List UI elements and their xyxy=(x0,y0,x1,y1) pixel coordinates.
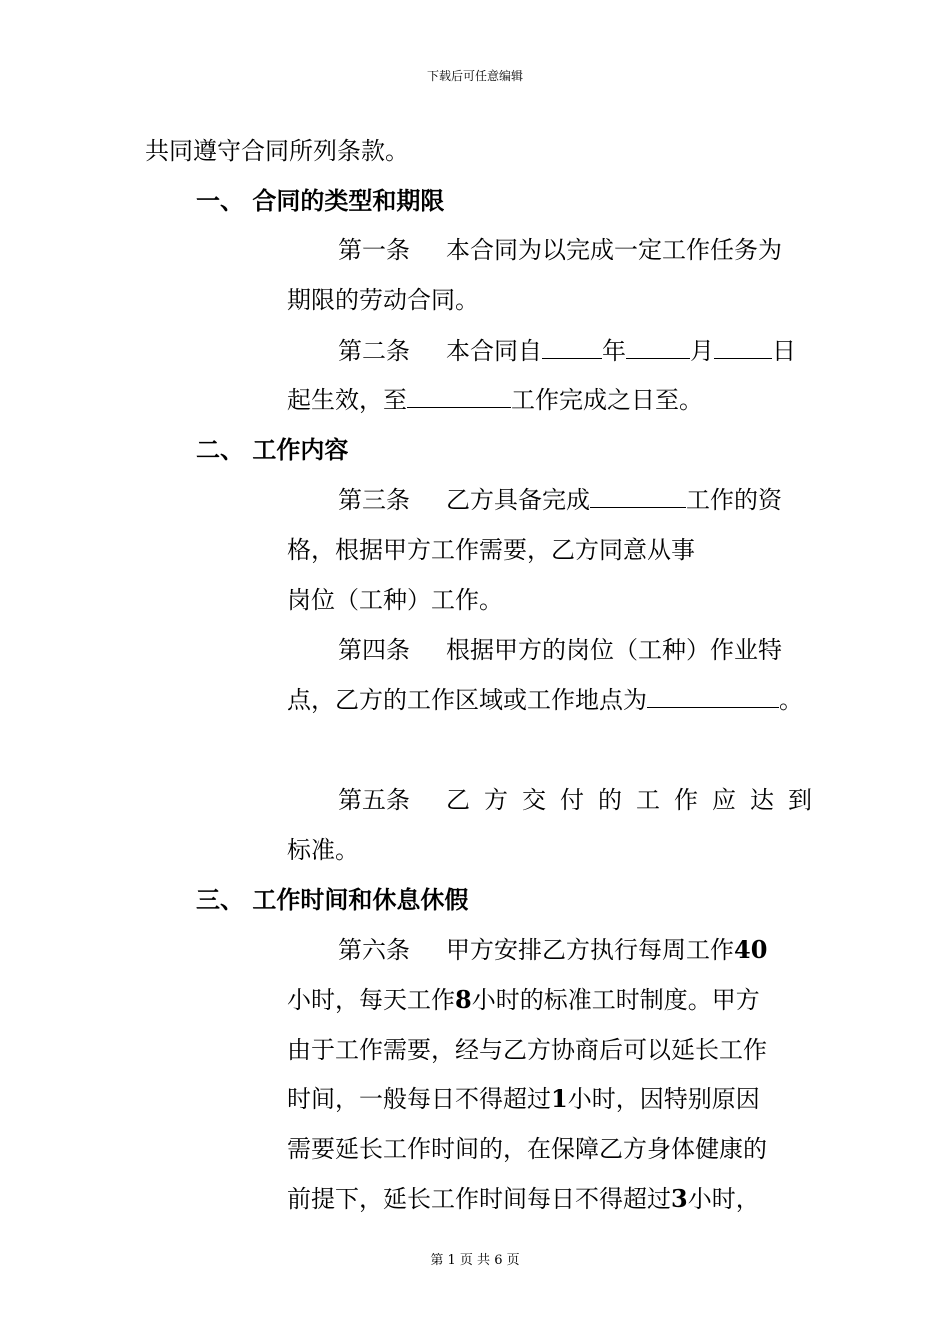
article-6-line-5: 需要延长工作时间的，在保障乙方身体健康的 xyxy=(287,1135,767,1163)
article-label: 第三条 xyxy=(338,486,410,514)
article-2-line-1: 第二条 本合同自 年 月 日 xyxy=(338,337,796,365)
article-6-line-6: 前提下，延长工作时间每日不得超过3小时， xyxy=(287,1184,760,1213)
article-1-line-2: 期限的劳动合同。 xyxy=(287,286,479,314)
article-6-line-3: 由于工作需要，经与乙方协商后可以延长工作 xyxy=(287,1036,767,1064)
article-6-line-2: 小时，每天工作8小时的标准工时制度。甲方 xyxy=(287,985,760,1014)
section-heading-3: 三、 工作时间和休息休假 xyxy=(196,886,469,914)
page-header-note: 下载后可任意编辑 xyxy=(426,69,523,83)
article-label: 第五条 xyxy=(338,786,410,814)
article-3-line-1: 第三条 乙方具备完成 工作的资 xyxy=(338,486,782,514)
article-5-line-1: 第五条 乙方交付的工作应达到 xyxy=(338,786,826,814)
article-label: 第一条 xyxy=(338,236,410,264)
section-heading-1: 一、 合同的类型和期限 xyxy=(196,187,445,215)
article-4-line-1: 第四条 根据甲方的岗位（工种）作业特 xyxy=(338,636,782,664)
month-blank xyxy=(626,336,690,359)
article-label: 第六条 xyxy=(338,936,410,964)
work-blank xyxy=(407,385,511,408)
intro-text: 共同遵守合同所列条款。 xyxy=(145,137,409,165)
article-label: 第二条 xyxy=(338,337,410,365)
article-6-line-4: 时间，一般每日不得超过1小时，因特别原因 xyxy=(287,1084,760,1113)
location-blank xyxy=(647,685,779,708)
article-6-line-1: 第六条 甲方安排乙方执行每周工作40 xyxy=(338,935,768,964)
article-2-line-2: 起生效，至 工作完成之日至。 xyxy=(287,386,703,414)
year-blank xyxy=(542,336,602,359)
article-label: 第四条 xyxy=(338,636,410,664)
article-3-line-3: 岗位（工种）工作。 xyxy=(287,586,503,614)
article-3-line-2: 格，根据甲方工作需要，乙方同意从事 xyxy=(287,536,695,564)
article-5-line-2: 标准。 xyxy=(287,836,359,864)
section-heading-2: 二、 工作内容 xyxy=(196,436,349,464)
article-text: 本合同为以完成一定工作任务为 xyxy=(446,236,782,264)
article-1-line-1 xyxy=(338,235,782,265)
article-4-line-2: 点，乙方的工作区域或工作地点为 。 xyxy=(287,686,803,714)
qualification-blank xyxy=(590,485,686,508)
page-footer-number: 第 1 页 共 6 页 xyxy=(430,1253,520,1268)
day-blank xyxy=(714,336,772,359)
